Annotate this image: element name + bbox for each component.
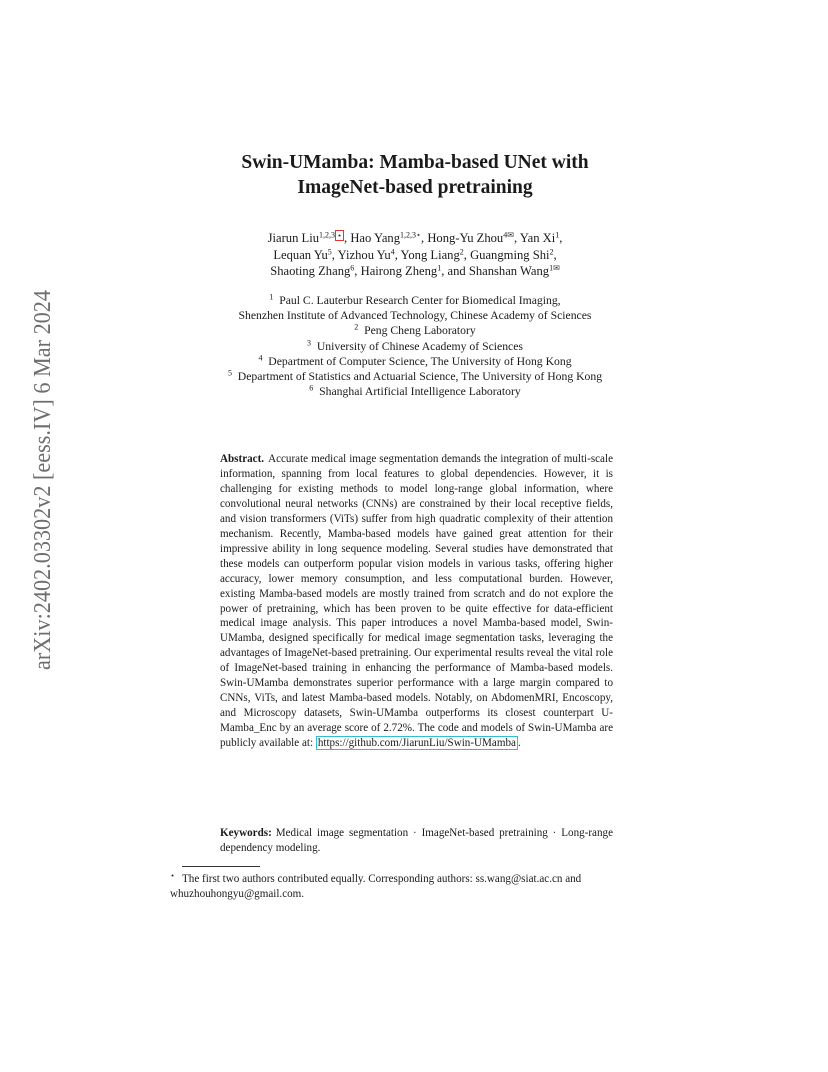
author-name: Hairong Zheng bbox=[360, 264, 438, 278]
author-affil-sup: 4✉ bbox=[503, 230, 514, 240]
title-line-2: ImageNet-based pretraining bbox=[297, 177, 533, 198]
abstract-end: . bbox=[517, 737, 521, 750]
author-name: Yizhou Yu bbox=[337, 247, 391, 262]
author-affil-sup: 1 bbox=[555, 230, 560, 240]
author-name: Hong-Yu Zhou bbox=[427, 231, 504, 245]
affil-number: 3 bbox=[307, 338, 312, 348]
affiliations bbox=[150, 293, 680, 399]
keywords bbox=[220, 826, 613, 856]
author-name: Shaoting Zhang bbox=[270, 264, 351, 278]
author-affil-sup: 2 bbox=[549, 247, 554, 257]
author-name: Hao Yang bbox=[350, 231, 401, 245]
author-and: and bbox=[447, 264, 466, 278]
author-line-3: Shaoting Zhang$^6$, Hairong Zheng$^1$, and Shanshan Wang$^{1✉}$ bbox=[270, 263, 560, 278]
affil-text: Paul C. Lauterbur Research Center for Biomedical Imaging, bbox=[279, 294, 561, 307]
abstract-body: Accurate medical image segmentation demands the integration of multi-scale information, spanning from local features to global dependencies. However, it is challenging for existing methods to model long-range global information, where convolutional neural networks (CNNs) are constrained by their local receptive fields, and vision transformers (ViTs) suffer from high quadratic complexity of their attention mechanism. Recently, Mamba-based models have gained great attention for their impressive ability in long sequence modeling. Several studies have demonstrated that these models can outperform popular vision models in various tasks, offering higher accuracy, lower memory consumption, and less computational burden. However, existing Mamba-based models are mostly trained from scratch and do not explore the power of pretraining, which has been proven to be quite effective for data-efficient medical image analysis. This paper introduces a novel Mamba-based model, Swin-UMamba, designed specifically for medical image segmentation tasks, leveraging the advantages of ImageNet-based pretraining. Our experimental results reveal the vital role of ImageNet-based training in enhancing the performance of Mamba-based models. Swin-UMamba demonstrates superior performance with a large margin compared to CNNs, ViTs, and latest Mamba-based models. Notably, on AbdomenMRI, Encoscopy, and Microscopy datasets, Swin-UMamba outperforms its closest counterpart U-Mamba_Enc by an average score of 2.72%. The code and models of Swin-UMamba are publicly available at: bbox=[220, 453, 613, 750]
author-name: Yong Liang bbox=[400, 247, 460, 262]
author-affil-sup: 1,2,3 bbox=[319, 230, 336, 240]
paper-title bbox=[150, 150, 680, 200]
affil-text: Peng Cheng Laboratory bbox=[364, 324, 476, 338]
affiliation-line bbox=[150, 308, 680, 323]
affiliation-line bbox=[150, 369, 680, 384]
affiliation-line bbox=[150, 323, 680, 338]
affiliation-line bbox=[150, 293, 680, 308]
affil-number: 1 bbox=[269, 292, 274, 302]
author-affil-sup: 1✉ bbox=[549, 263, 560, 273]
affil-number: 6 bbox=[309, 383, 314, 393]
affiliation-line bbox=[150, 354, 680, 369]
arxiv-stamp bbox=[16, 290, 66, 670]
affiliation-line bbox=[150, 384, 680, 399]
author-name: Guangming Shi bbox=[470, 247, 550, 262]
author-affil-sup: 6 bbox=[350, 263, 355, 273]
affil-text: Shenzhen Institute of Advanced Technology, Chinese Academy of Sciences bbox=[238, 309, 592, 323]
author-line-1: Jiarun Liu$^{1,2,3 ⋆}$ , Hao Yang$^{1,2,3⋆}$, Hong-Yu Zhou$^{4✉}$, Yan Xi$^1$, bbox=[267, 230, 563, 245]
author-name: Shanshan Wang bbox=[468, 264, 550, 278]
footnote-text: The first two authors contributed equally. Corresponding authors: ss.wang@siat.ac.cn and whuzhouhongyu@gmail.com. bbox=[170, 873, 582, 900]
affil-number: 4 bbox=[258, 353, 263, 363]
affil-text: University of Chinese Academy of Sciences bbox=[316, 339, 523, 353]
author-line-2: Lequan Yu$^5$, Yizhou Yu$^4$, Yong Liang$^2$, Guangming Shi$^2$, bbox=[273, 247, 557, 262]
author-name: Yan Xi bbox=[519, 231, 556, 245]
arxiv-stamp-svg bbox=[16, 290, 66, 670]
affil-number: 2 bbox=[354, 323, 359, 333]
code-url-link[interactable]: https://github.com/JiarunLiu/Swin-UMamba bbox=[317, 737, 516, 750]
author-list bbox=[150, 230, 680, 280]
author-affil-sup: 1,2,3⋆ bbox=[400, 230, 422, 240]
author-affil-sup: 5 bbox=[327, 247, 332, 257]
affiliation-line bbox=[150, 339, 680, 354]
author-affil-sup: 2 bbox=[459, 247, 464, 257]
affil-text: Department of Statistics and Actuarial Science, The University of Hong Kong bbox=[237, 370, 603, 384]
abstract bbox=[220, 452, 613, 751]
arxiv-id: arXiv:2402.03302v2 [eess.IV] 6 Mar 2024 bbox=[30, 290, 56, 670]
author-name: Lequan Yu bbox=[273, 247, 328, 262]
footnote-rule bbox=[182, 866, 260, 867]
footnote: ⋆ The first two authors contributed equally. Corresponding authors: ss.wang@siat.ac.cn and whuzhouhongyu@gmail.com. bbox=[170, 871, 582, 900]
title-line-1: Swin-UMamba: Mamba-based UNet with bbox=[241, 152, 589, 173]
author-affil-sup: 4 bbox=[390, 247, 395, 257]
keywords-body: Medical image segmentation · ImageNet-based pretraining · Long-range dependency modeling. bbox=[220, 827, 613, 854]
affil-text: Shanghai Artificial Intelligence Laboratory bbox=[319, 385, 521, 399]
keywords-heading: Keywords: bbox=[220, 827, 272, 839]
author-affil-sup: 1 bbox=[437, 263, 442, 273]
affil-number: 5 bbox=[227, 368, 232, 378]
footnote-link[interactable]: ⋆ bbox=[337, 230, 343, 240]
abstract-heading: Abstract. bbox=[220, 453, 265, 465]
author-name: Jiarun Liu bbox=[267, 231, 320, 245]
affil-text: Department of Computer Science, The University of Hong Kong bbox=[268, 354, 572, 368]
